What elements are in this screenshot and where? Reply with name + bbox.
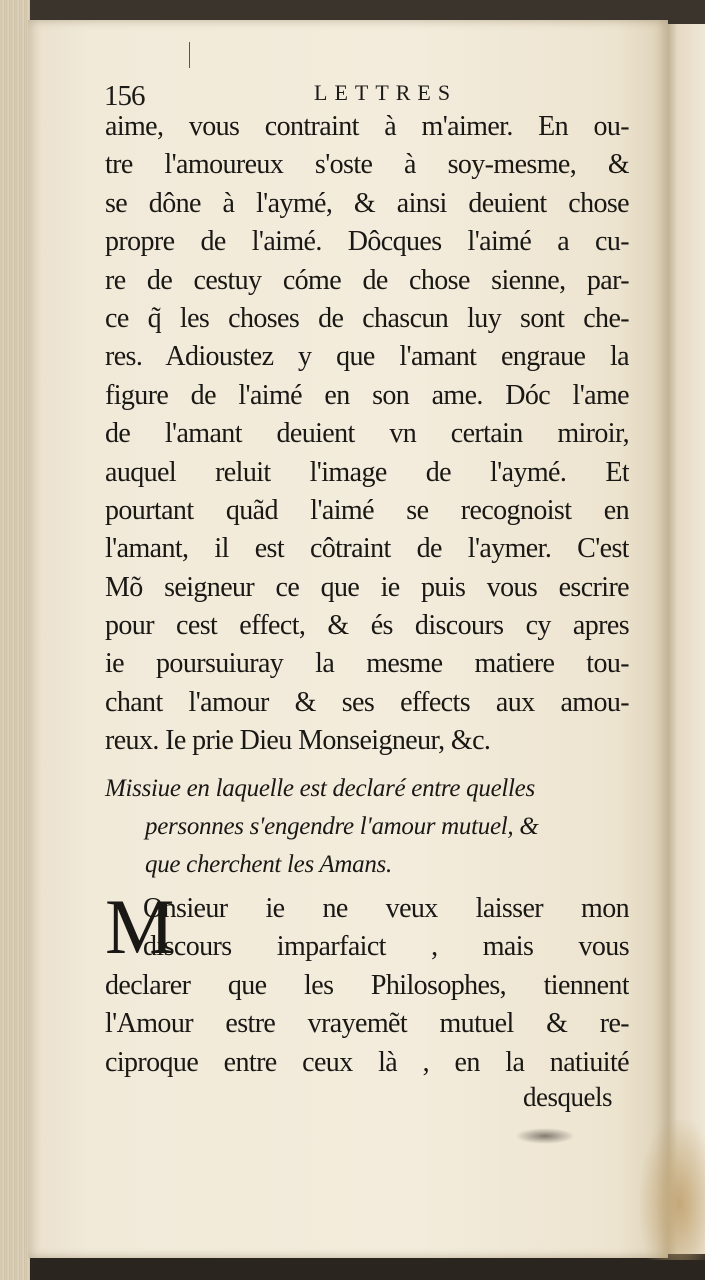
text-line: pour cest effect, & és discours cy apres [105, 610, 629, 642]
text-line: Onsieur ie ne veux laisser mon [143, 893, 629, 924]
page-edges [0, 0, 30, 1280]
heading-line: Missiue en laquelle est declaré entre quelles [105, 775, 535, 802]
text-line: reux. Ie prie Dieu Monseigneur, &c. [105, 725, 491, 757]
text-line: declarer que les Philosophes, tiennent [105, 969, 629, 1001]
text-line: res. Adioustez y que l'amant engraue la [105, 341, 629, 373]
text-line: figure de l'aimé en son ame. Dóc l'ame [105, 379, 629, 411]
text-line: de l'amant deuient vn certain miroir, [105, 418, 629, 450]
section-heading [105, 770, 629, 884]
text-line: chant l'amour & ses effects aux amou- [105, 686, 629, 718]
heading-line: que cherchent les Amans. [145, 851, 392, 878]
paper-stain [640, 1120, 705, 1260]
text-line: auquel reluit l'image de l'aymé. Et [105, 456, 629, 488]
text-line: Mõ seigneur ce que ie puis vous escrire [105, 571, 629, 603]
catchword: desquels [523, 1082, 612, 1112]
text-line: re de cestuy cóme de chose sienne, par- [105, 264, 629, 296]
text-line: propre de l'aimé. Dôcques l'aimé a cu- [105, 226, 629, 258]
ink-smudge [515, 1128, 575, 1144]
body-text [105, 108, 629, 761]
text-line: ciproque entre ceux là , en la natiuité [105, 1046, 629, 1078]
text-line: tre l'amoureux s'oste à soy-mesme, & [105, 149, 629, 181]
letter-paragraph [105, 883, 629, 1082]
text-line: ie poursuiuray la mesme matiere tou- [105, 648, 629, 680]
ink-mark [189, 42, 190, 68]
text-line: l'amant, il est côtraint de l'aymer. C'est [105, 533, 629, 565]
running-title: LETTRES [314, 80, 458, 105]
text-line: l'Amour estre vrayemẽt mutuel & re- [105, 1008, 629, 1040]
page-number: 156 [104, 80, 145, 112]
facing-page-edge [666, 24, 705, 1254]
text-line: aime, vous contraint à m'aimer. En ou- [105, 111, 629, 142]
text-line: se dône à l'aymé, & ainsi deuient chose [105, 187, 629, 219]
heading-line: personnes s'engendre l'amour mutuel, & [145, 813, 539, 840]
text-line: pourtant quãd l'aimé se recognoist en [105, 494, 629, 526]
drop-cap: M [105, 883, 175, 970]
text-line: ce q̃ les choses de chascun luy sont che- [105, 302, 629, 334]
text-line: discours imparfaict , mais vous [143, 931, 629, 963]
